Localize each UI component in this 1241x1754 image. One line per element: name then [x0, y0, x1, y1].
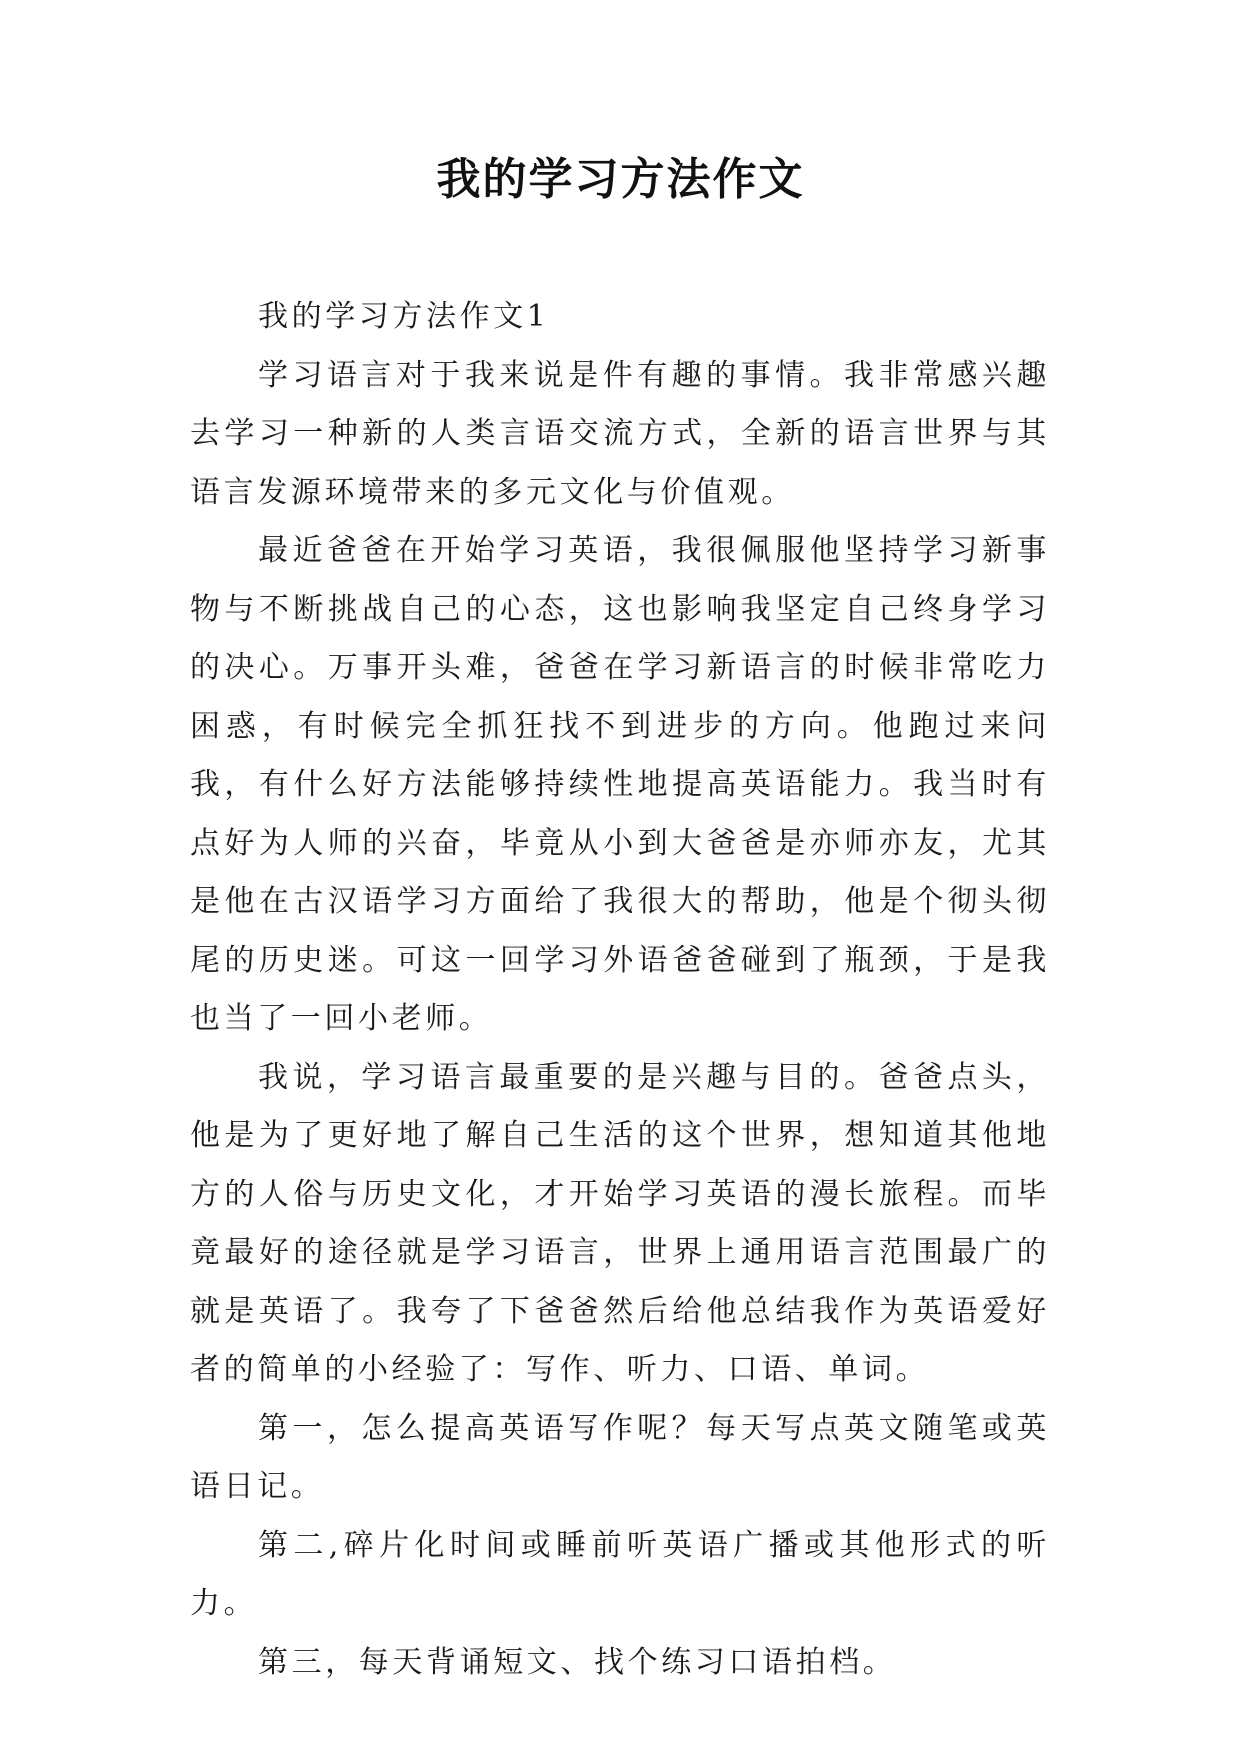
paragraph-father-learning: 最近爸爸在开始学习英语，我很佩服他坚持学习新事物与不断挑战自己的心态，这也影响我坚定自己终身学习的决心。万事开头难，爸爸在学习新语言的时候非常吃力困惑，有时候完全抓狂找不到进步的方向。他跑过来问我，有什么好方法能够持续性地提高英语能力。我当时有点好为人师的兴奋，毕竟从小到大爸爸是亦师亦友，尤其是他在古汉语学习方面给了我很大的帮助，他是个彻头彻尾的历史迷。可这一回学习外语爸爸碰到了瓶颈，于是我也当了一回小老师。: [190, 533, 1050, 1036]
paragraph-tip-speaking: 第三，每天背诵短文、找个练习口语拍档。: [258, 1644, 897, 1680]
paragraph-intro: 学习语言对于我来说是件有趣的事情。我非常感兴趣去学习一种新的人类言语交流方式，全新的语言世界与其语言发源环境带来的多元文化与价值观。: [190, 357, 1050, 510]
document-title: 我的学习方法作文: [436, 154, 805, 205]
document-body: [190, 288, 1050, 1692]
paragraph-tip-listening: 第二,碎片化时间或睡前听英语广播或其他形式的听力。: [190, 1527, 1050, 1621]
paragraph-tip-writing: 第一，怎么提高英语写作呢？每天写点英文随笔或英语日记。: [190, 1410, 1050, 1504]
paragraph-interest-purpose: 我说，学习语言最重要的是兴趣与目的。爸爸点头，他是为了更好地了解自己生活的这个世界，想知道其他地方的人俗与历史文化，才开始学习英语的漫长旅程。而毕竟最好的途径就是学习语言，世界上通用语言范围最广的就是英语了。我夸了下爸爸然后给他总结我作为英语爱好者的简单的小经验了：写作、听力、口语、单词。: [190, 1059, 1050, 1387]
paragraph-heading-1: 我的学习方法作文1: [258, 299, 550, 334]
